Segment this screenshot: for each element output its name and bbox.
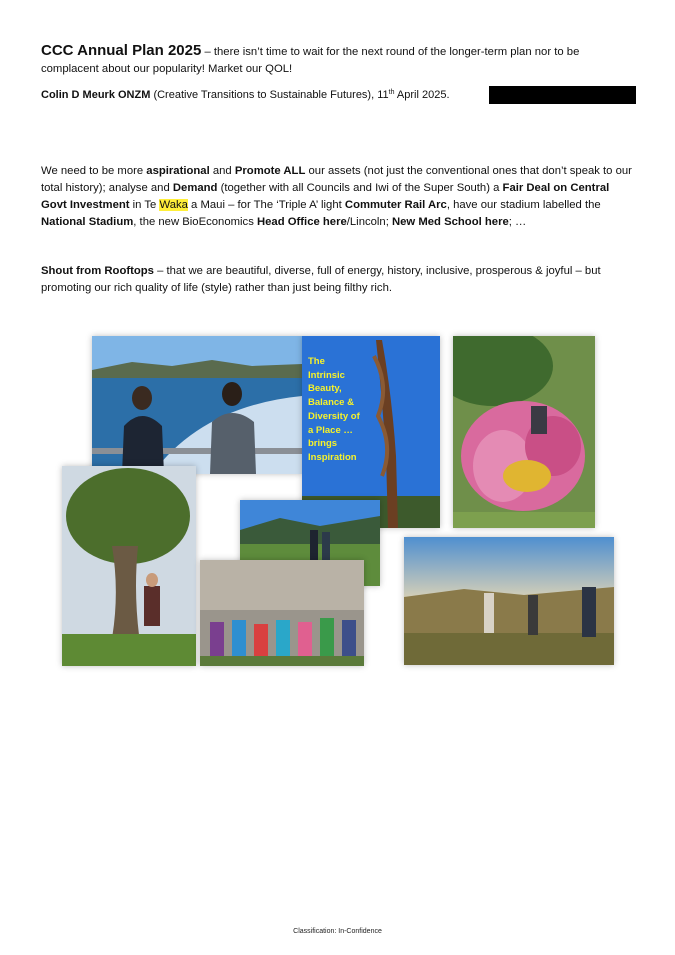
caption-line: a Place …	[308, 424, 353, 436]
bold-run: Shout from Rooftops	[41, 265, 154, 277]
bold-run: National Stadium	[41, 216, 134, 228]
caption-line: brings	[308, 438, 338, 450]
bold-run: aspirational	[146, 165, 210, 177]
bold-run: Head Office here	[256, 216, 347, 228]
title-paragraph	[41, 42, 637, 78]
text-run: – that we are beautiful, diverse, full of energy, history, inclusive, prosperous & joyful – but promoting our rich quality of life (style) rather than just being filthy rich.	[41, 265, 601, 294]
page-title: CCC Annual Plan 2025	[41, 42, 202, 59]
bold-run: Fair Deal on Central Govt Investment	[41, 182, 610, 211]
paragraph-shout	[41, 263, 637, 297]
text-run: a Maui – for The ‘Triple A’ light	[187, 199, 345, 211]
bold-run: Commuter Rail Arc	[344, 199, 447, 211]
author-affiliation: (Creative Transitions to Sustainable Futures), 11	[150, 89, 389, 101]
bold-run: New Med School here	[391, 216, 509, 228]
text-run: , the new BioEconomics	[133, 216, 257, 228]
title-rest: – there isn’t time to wait for the next round of the longer-term plan nor to be complacent about our popularity! Market our QOL!	[41, 46, 580, 75]
text-run: , have our stadium labelled the	[446, 199, 601, 211]
text-run: ; …	[508, 216, 527, 228]
text-run: We need to be more	[41, 165, 147, 177]
text-run: in Te	[129, 199, 160, 211]
author-date: April 2025.	[394, 89, 450, 101]
caption-line: The	[308, 356, 325, 367]
author-name: Colin D Meurk ONZM	[41, 89, 151, 101]
bold-run: Demand	[172, 182, 218, 194]
caption-line: Balance &	[308, 397, 354, 409]
redaction-bar	[489, 86, 636, 104]
photo-flower-sculpture	[453, 336, 595, 528]
highlighted-word: Waka	[159, 199, 188, 211]
text-run: our assets (not just the conventional ones that don’t speak to our total history); analyse and	[41, 165, 632, 194]
date-suffix: th	[388, 89, 395, 96]
caption-line: Beauty,	[308, 383, 342, 395]
classification-footer: Classification: In-Confidence	[293, 928, 382, 935]
photo-group-rocks	[200, 560, 364, 666]
collage-caption	[308, 355, 380, 465]
caption-line: Diversity of	[308, 410, 360, 422]
bold-run: Promote ALL	[234, 165, 306, 177]
text-run: /Lincoln;	[346, 216, 392, 228]
photo-tree-person	[62, 466, 196, 666]
paragraph-aspirations	[41, 163, 637, 231]
caption-line: Intrinsic	[308, 369, 345, 381]
text-run: and	[209, 165, 235, 177]
photo-boat-harbour	[92, 336, 302, 474]
text-run: (together with all Councils and Iwi of the Super South) a	[217, 182, 503, 194]
caption-line: Inspiration	[308, 451, 357, 463]
photo-hilltop-group	[404, 537, 614, 665]
